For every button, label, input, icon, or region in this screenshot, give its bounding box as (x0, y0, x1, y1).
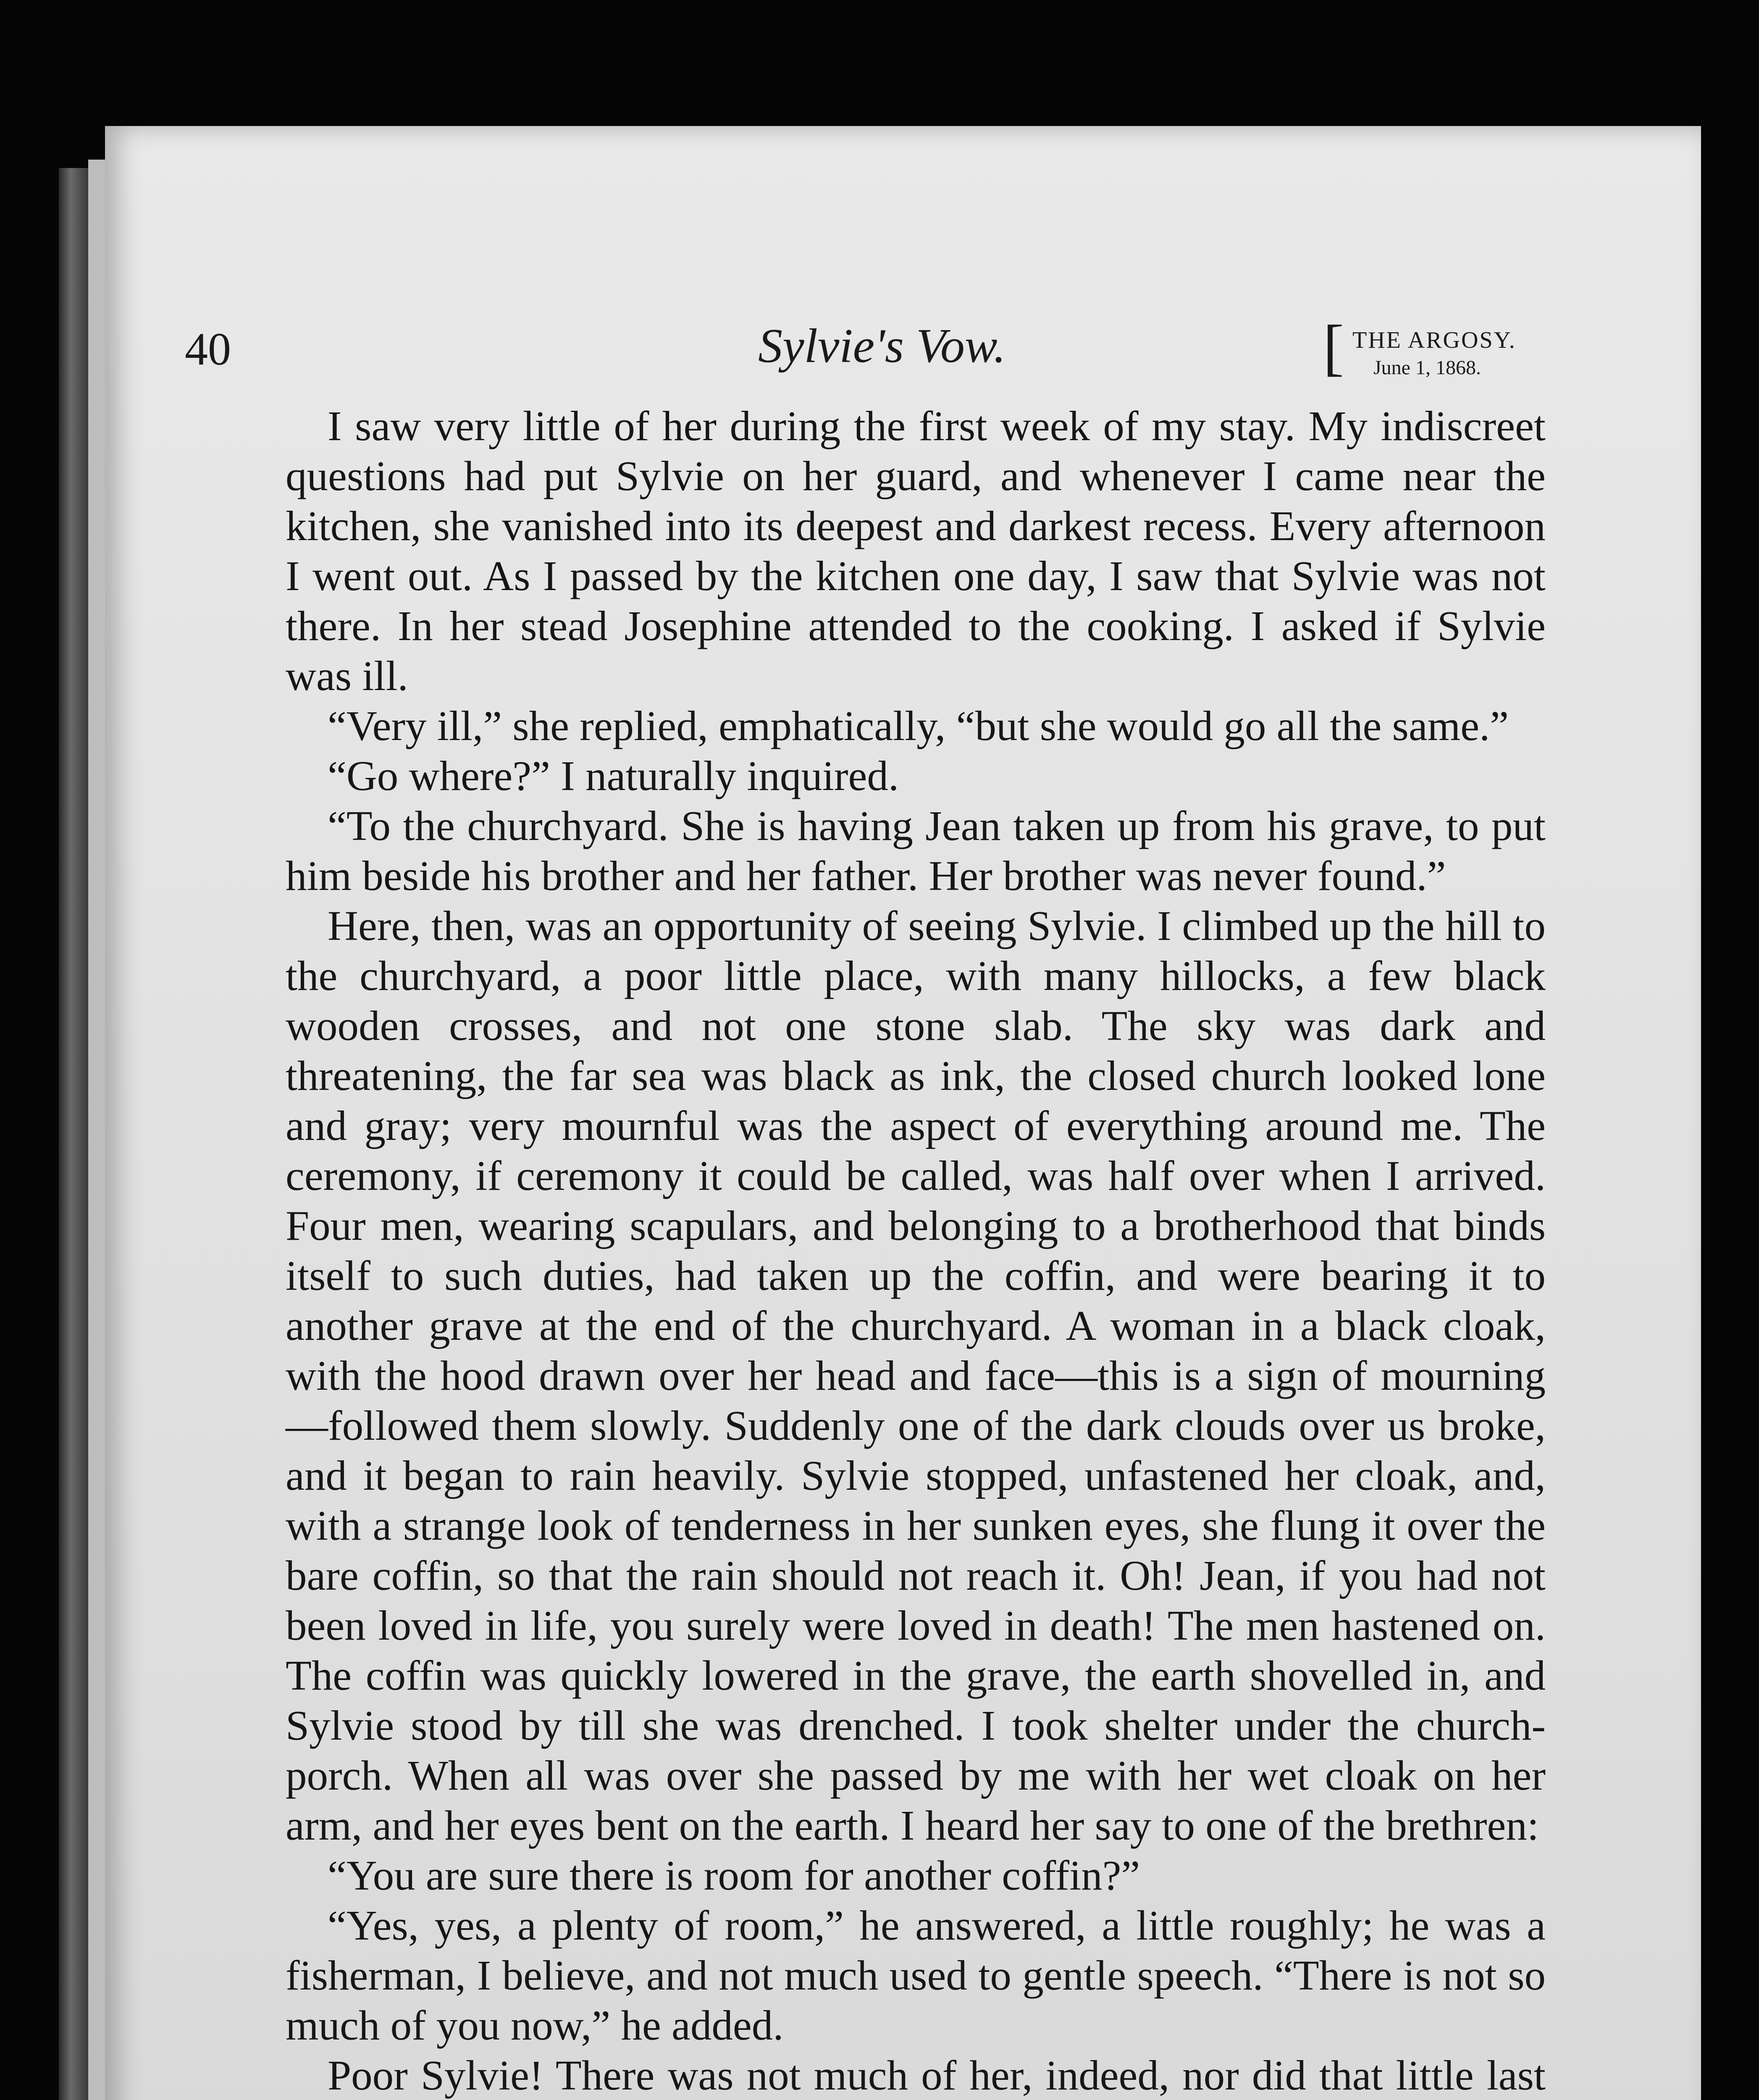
masthead-magazine: THE ARGOSY. (1352, 327, 1516, 353)
paragraph: I saw very little of her during the first week of my stay. My indiscreet questions had put Sylvie on her guard, and whenever I came near the kitchen, she vanished into its deepest and darkest recess. Every afternoon I went out. As I passed by the kitchen one day, I saw that Sylvie was not there. In her stead Josephine attended to the cooking. I asked if Sylvie was ill. (286, 402, 1546, 699)
right-margin-shadow (1701, 0, 1759, 2100)
book-binding (59, 168, 88, 2100)
paragraph: Here, then, was an opportunity of seeing Sylvie. I climbed up the hill to the churchyard, a poor little place, with many hillocks, a few black wooden crosses, and not one stone slab. The sky was dark and threatening, the far sea was black as ink, the closed church looked lone and gray; very mournful was the aspect of everything around me. The ceremony, if ceremony it could be called, was half over when I arrived. Four men, wearing scapulars, and belonging to a brotherhood that binds itself to such duties, had taken up the coffin, and were bearing it to another grave at the end of the churchyard. A woman in a black cloak, with the hood drawn over her head and face—this is a sign of mourning—followed them slowly. Suddenly one of the dark clouds over us broke, and it began to rain heavily. Sylvie stopped, unfastened her cloak, and, with a strange look of tenderness in her sunken eyes, she flung it over the bare coffin, so that the rain should not reach it. Oh! Jean, if you had not been loved in life, you surely were loved in death! The men hastened on. The coffin was quickly lowered in the grave, the earth shovelled in, and Sylvie stood by till she was drenched. I took shelter under the church-porch. When all was over she passed by me with her wet cloak on her arm, and her eyes bent on the earth. I heard her say to one of the brethren: (286, 902, 1546, 1849)
paragraph: “Very ill,” she replied, emphatically, “but she would go all the same.” (328, 702, 1509, 749)
running-title: Sylvie's Vow. (758, 319, 1006, 373)
paragraph: “You are sure there is room for another coffin?” (328, 1852, 1140, 1899)
masthead (1323, 312, 1558, 394)
paragraph: “Go where?” I naturally inquired. (328, 752, 899, 799)
paragraph: “Yes, yes, a plenty of room,” he answered, a little roughly; he was a fisherman, I believe, and not much used to gentle speech. “There is not so much of you now,” he added. (286, 1902, 1546, 2049)
masthead-date: June 1, 1868. (1373, 357, 1481, 379)
body-text (286, 401, 1546, 2100)
paragraph: “To the churchyard. She is having Jean taken up from his grave, to put him beside his brother and her father. Her brother was never found.” (286, 802, 1546, 899)
masthead-bracket: [ (1323, 312, 1344, 382)
paragraph: Poor Sylvie! There was not much of her, indeed, nor did that little last (328, 2052, 1546, 2099)
page-edge (88, 160, 105, 2100)
page-number: 40 (185, 323, 231, 375)
